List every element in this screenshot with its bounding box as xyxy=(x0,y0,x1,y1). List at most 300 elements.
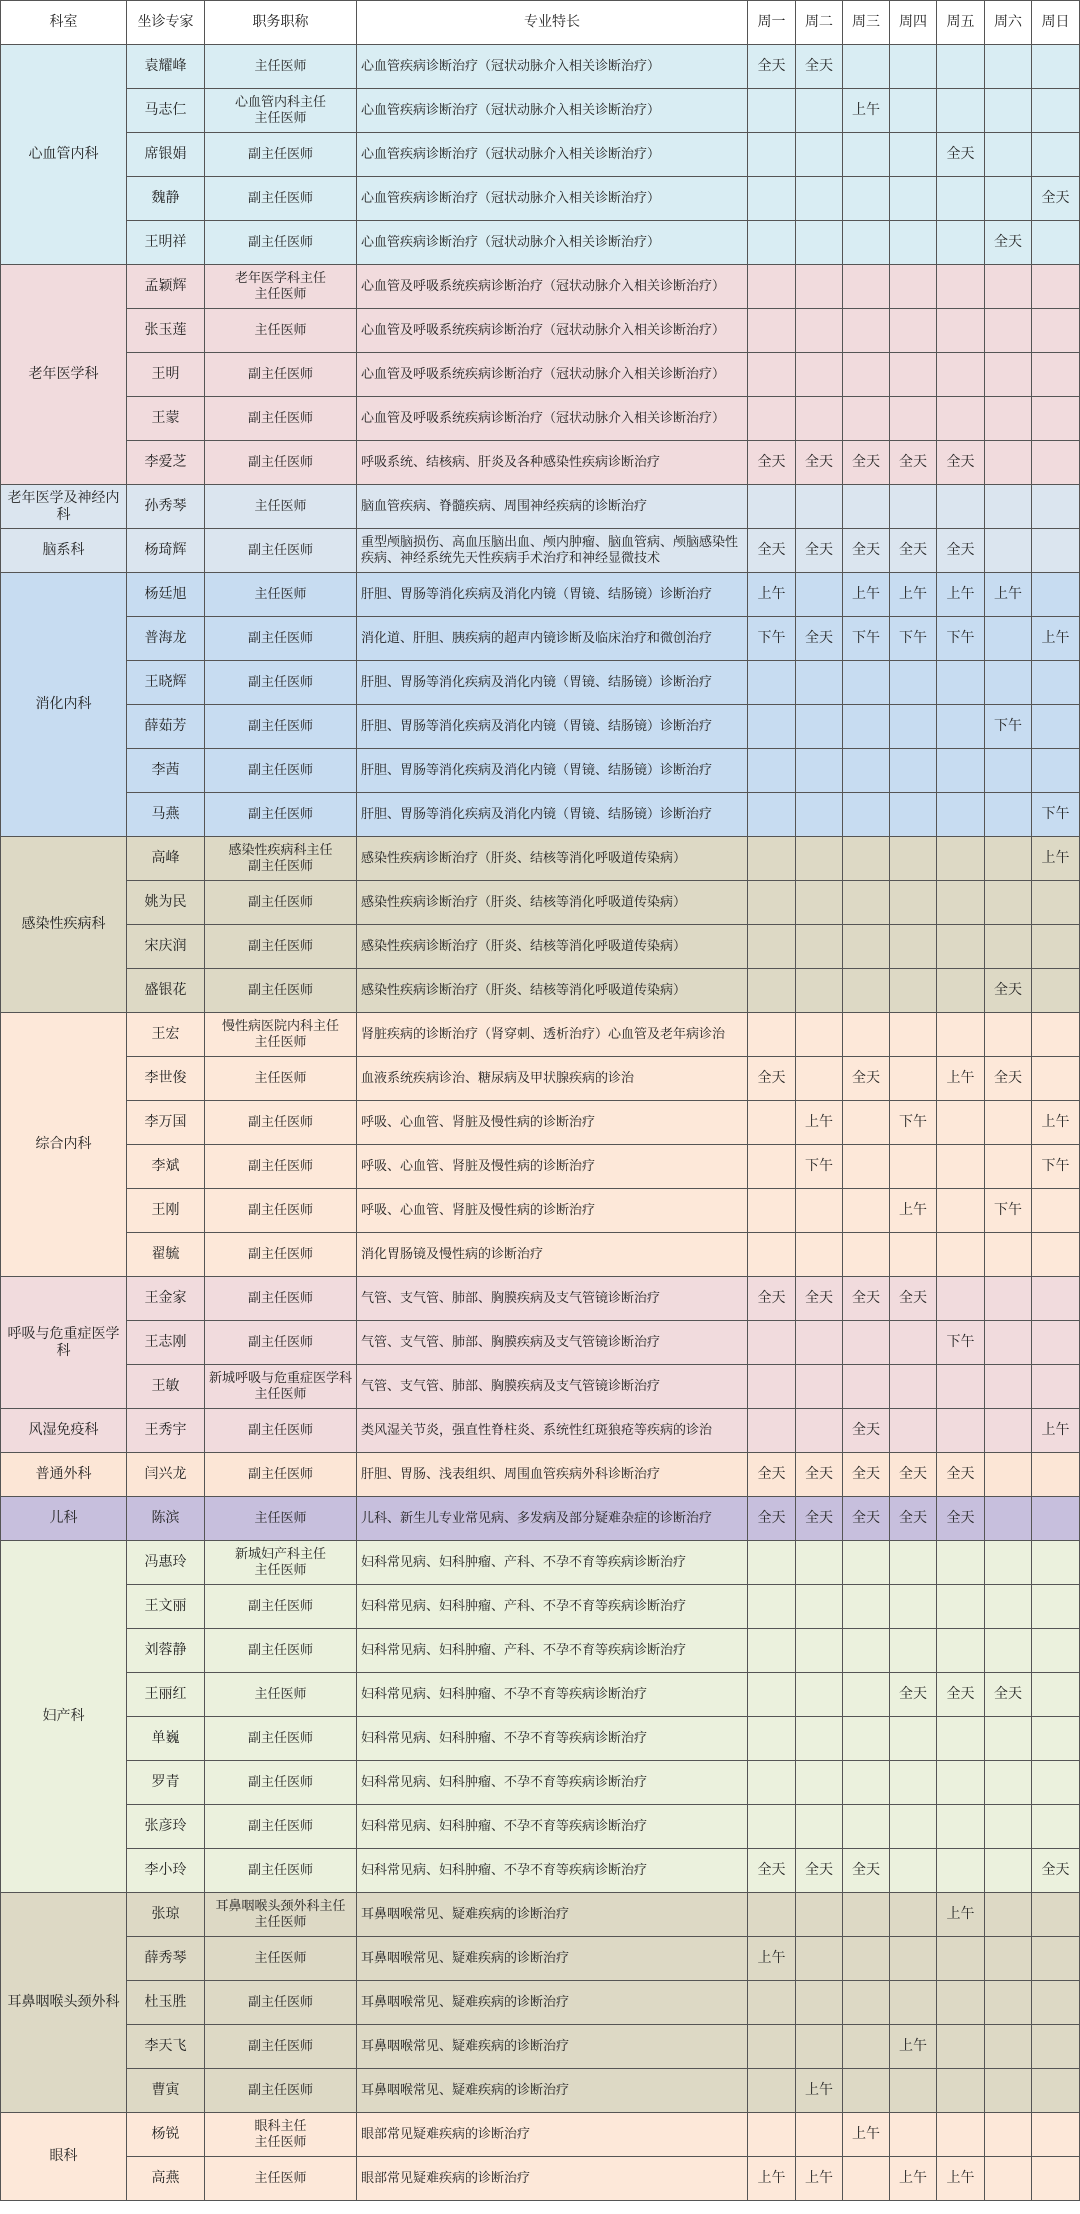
schedule-cell xyxy=(890,1057,937,1101)
department-cell: 感染性疾病科 xyxy=(1,837,127,1013)
schedule-cell: 全天 xyxy=(748,1277,796,1321)
doctor-name-cell: 张玉莲 xyxy=(127,309,205,353)
doctor-title-cell: 副主任医师 xyxy=(205,1409,357,1453)
schedule-cell xyxy=(796,1321,843,1365)
table-row xyxy=(1,1277,1080,1321)
schedule-cell xyxy=(1032,1937,1080,1981)
schedule-cell xyxy=(985,1101,1032,1145)
schedule-cell: 上午 xyxy=(890,2157,937,2201)
specialty-cell: 肝胆、胃肠、浅表组织、周围血管疾病外科诊断治疗 xyxy=(357,1453,748,1497)
doctor-title-cell: 新城妇产科主任 主任医师 xyxy=(205,1541,357,1585)
specialty-cell: 呼吸、心血管、肾脏及慢性病的诊断治疗 xyxy=(357,1145,748,1189)
schedule-cell xyxy=(796,1805,843,1849)
table-row xyxy=(1,1717,1080,1761)
schedule-cell xyxy=(843,1101,890,1145)
schedule-cell xyxy=(843,265,890,309)
table-row xyxy=(1,661,1080,705)
schedule-cell: 全天 xyxy=(748,1497,796,1541)
schedule-cell xyxy=(843,2025,890,2069)
doctor-name-cell: 李世俊 xyxy=(127,1057,205,1101)
doctor-name-cell: 李茜 xyxy=(127,749,205,793)
schedule-cell xyxy=(843,45,890,89)
schedule-cell: 全天 xyxy=(890,441,937,485)
schedule-cell xyxy=(748,1013,796,1057)
doctor-name-cell: 王秀宇 xyxy=(127,1409,205,1453)
schedule-cell: 全天 xyxy=(843,1453,890,1497)
doctor-name-cell: 闫兴龙 xyxy=(127,1453,205,1497)
schedule-cell xyxy=(748,1717,796,1761)
schedule-cell xyxy=(937,353,985,397)
schedule-cell xyxy=(1032,45,1080,89)
schedule-cell xyxy=(890,2113,937,2157)
schedule-cell xyxy=(890,1981,937,2025)
schedule-cell xyxy=(1032,705,1080,749)
schedule-cell xyxy=(1032,749,1080,793)
schedule-cell: 下午 xyxy=(890,1101,937,1145)
schedule-cell xyxy=(796,1233,843,1277)
doctor-title-cell: 主任医师 xyxy=(205,45,357,89)
schedule-cell xyxy=(985,265,1032,309)
schedule-cell xyxy=(796,1761,843,1805)
schedule-cell xyxy=(985,1541,1032,1585)
doctor-name-cell: 王明祥 xyxy=(127,221,205,265)
schedule-cell xyxy=(748,1629,796,1673)
schedule-cell: 全天 xyxy=(748,441,796,485)
schedule-cell: 上午 xyxy=(1032,1101,1080,1145)
doctor-title-cell: 副主任医师 xyxy=(205,1321,357,1365)
schedule-cell xyxy=(796,881,843,925)
schedule-cell xyxy=(985,1321,1032,1365)
schedule-cell xyxy=(890,309,937,353)
schedule-cell xyxy=(796,89,843,133)
schedule-cell: 上午 xyxy=(890,2025,937,2069)
schedule-cell: 上午 xyxy=(890,573,937,617)
schedule-cell xyxy=(796,1981,843,2025)
doctor-name-cell: 姚为民 xyxy=(127,881,205,925)
specialty-cell: 妇科常见病、妇科肿瘤、不孕不育等疾病诊断治疗 xyxy=(357,1805,748,1849)
schedule-cell xyxy=(890,353,937,397)
doctor-name-cell: 杨锐 xyxy=(127,2113,205,2157)
table-row xyxy=(1,2157,1080,2201)
table-row xyxy=(1,1981,1080,2025)
schedule-cell: 上午 xyxy=(843,89,890,133)
schedule-cell xyxy=(937,221,985,265)
schedule-cell xyxy=(1032,661,1080,705)
schedule-cell xyxy=(748,221,796,265)
schedule-cell xyxy=(1032,2157,1080,2201)
doctor-name-cell: 马志仁 xyxy=(127,89,205,133)
schedule-cell: 全天 xyxy=(843,529,890,573)
table-row xyxy=(1,1409,1080,1453)
doctor-title-cell: 副主任医师 xyxy=(205,2069,357,2113)
schedule-cell xyxy=(1032,265,1080,309)
department-cell: 儿科 xyxy=(1,1497,127,1541)
schedule-cell xyxy=(937,1541,985,1585)
doctor-name-cell: 王敏 xyxy=(127,1365,205,1409)
schedule-cell xyxy=(843,837,890,881)
specialty-cell: 心血管及呼吸系统疾病诊断治疗（冠状动脉介入相关诊断治疗） xyxy=(357,397,748,441)
schedule-cell: 全天 xyxy=(985,969,1032,1013)
doctor-name-cell: 陈滨 xyxy=(127,1497,205,1541)
doctor-name-cell: 王宏 xyxy=(127,1013,205,1057)
schedule-cell xyxy=(796,353,843,397)
doctor-title-cell: 副主任医师 xyxy=(205,969,357,1013)
schedule-cell: 上午 xyxy=(1032,1409,1080,1453)
doctor-name-cell: 罗青 xyxy=(127,1761,205,1805)
table-row xyxy=(1,1893,1080,1937)
schedule-cell xyxy=(985,1013,1032,1057)
schedule-cell: 全天 xyxy=(937,441,985,485)
schedule-cell xyxy=(843,925,890,969)
schedule-cell xyxy=(937,485,985,529)
schedule-cell: 全天 xyxy=(796,529,843,573)
schedule-cell xyxy=(843,1321,890,1365)
schedule-cell xyxy=(748,309,796,353)
table-row xyxy=(1,1453,1080,1497)
doctor-name-cell: 李天飞 xyxy=(127,2025,205,2069)
specialty-cell: 心血管及呼吸系统疾病诊断治疗（冠状动脉介入相关诊断治疗） xyxy=(357,265,748,309)
schedule-cell xyxy=(985,89,1032,133)
schedule-cell xyxy=(748,1365,796,1409)
schedule-cell xyxy=(796,265,843,309)
table-row xyxy=(1,265,1080,309)
schedule-cell xyxy=(1032,353,1080,397)
schedule-cell xyxy=(1032,881,1080,925)
doctor-title-cell: 眼科主任 主任医师 xyxy=(205,2113,357,2157)
specialty-cell: 心血管疾病诊断治疗（冠状动脉介入相关诊断治疗） xyxy=(357,45,748,89)
doctor-name-cell: 王志刚 xyxy=(127,1321,205,1365)
schedule-cell: 全天 xyxy=(796,441,843,485)
schedule-cell xyxy=(985,485,1032,529)
schedule-cell xyxy=(796,1717,843,1761)
schedule-cell xyxy=(748,353,796,397)
schedule-cell xyxy=(985,397,1032,441)
table-row xyxy=(1,969,1080,1013)
schedule-cell xyxy=(985,2069,1032,2113)
schedule-cell xyxy=(1032,1057,1080,1101)
schedule-cell xyxy=(1032,1233,1080,1277)
specialty-cell: 呼吸、心血管、肾脏及慢性病的诊断治疗 xyxy=(357,1189,748,1233)
specialty-cell: 耳鼻咽喉常见、疑难疾病的诊断治疗 xyxy=(357,1981,748,2025)
specialty-cell: 肝胆、胃肠等消化疾病及消化内镜（胃镜、结肠镜）诊断治疗 xyxy=(357,793,748,837)
schedule-cell xyxy=(1032,1717,1080,1761)
schedule-cell xyxy=(985,1277,1032,1321)
specialty-cell: 耳鼻咽喉常见、疑难疾病的诊断治疗 xyxy=(357,1937,748,1981)
schedule-cell: 全天 xyxy=(985,1673,1032,1717)
schedule-cell xyxy=(843,2069,890,2113)
schedule-cell xyxy=(748,1981,796,2025)
schedule-cell xyxy=(748,705,796,749)
doctor-title-cell: 副主任医师 xyxy=(205,2025,357,2069)
schedule-cell xyxy=(890,45,937,89)
schedule-cell xyxy=(937,1937,985,1981)
schedule-cell xyxy=(890,1893,937,1937)
schedule-cell xyxy=(1032,969,1080,1013)
schedule-cell xyxy=(937,177,985,221)
table-row xyxy=(1,925,1080,969)
schedule-cell xyxy=(843,881,890,925)
doctor-name-cell: 王蒙 xyxy=(127,397,205,441)
schedule-cell: 下午 xyxy=(1032,793,1080,837)
schedule-cell: 全天 xyxy=(890,1277,937,1321)
header-sunday: 周日 xyxy=(1032,1,1080,45)
schedule-cell xyxy=(748,1893,796,1937)
schedule-cell xyxy=(1032,1497,1080,1541)
specialty-cell: 类风湿关节炎，强直性脊柱炎、系统性红斑狼疮等疾病的诊治 xyxy=(357,1409,748,1453)
schedule-cell xyxy=(843,969,890,1013)
schedule-cell xyxy=(985,1145,1032,1189)
schedule-cell xyxy=(748,397,796,441)
schedule-cell xyxy=(843,177,890,221)
schedule-cell xyxy=(843,309,890,353)
schedule-cell xyxy=(937,1233,985,1277)
schedule-cell xyxy=(890,1761,937,1805)
schedule-cell xyxy=(1032,2069,1080,2113)
schedule-cell xyxy=(843,1585,890,1629)
schedule-cell xyxy=(985,2157,1032,2201)
schedule-cell xyxy=(843,1189,890,1233)
table-row xyxy=(1,1013,1080,1057)
schedule-cell xyxy=(796,133,843,177)
schedule-cell xyxy=(748,1101,796,1145)
schedule-cell xyxy=(796,661,843,705)
doctor-name-cell: 孙秀琴 xyxy=(127,485,205,529)
doctor-title-cell: 副主任医师 xyxy=(205,1629,357,1673)
schedule-cell: 上午 xyxy=(890,1189,937,1233)
schedule-cell xyxy=(1032,1805,1080,1849)
schedule-cell xyxy=(937,1189,985,1233)
schedule-cell xyxy=(748,1233,796,1277)
specialty-cell: 感染性疾病诊断治疗（肝炎、结核等消化呼吸道传染病） xyxy=(357,881,748,925)
schedule-cell xyxy=(985,441,1032,485)
schedule-cell xyxy=(1032,309,1080,353)
header-row xyxy=(1,1,1080,45)
specialty-cell: 呼吸、心血管、肾脏及慢性病的诊断治疗 xyxy=(357,1101,748,1145)
schedule-cell xyxy=(985,1937,1032,1981)
schedule-cell xyxy=(843,1233,890,1277)
schedule-cell xyxy=(890,925,937,969)
doctor-name-cell: 高燕 xyxy=(127,2157,205,2201)
doctor-title-cell: 主任医师 xyxy=(205,1937,357,1981)
table-row xyxy=(1,1541,1080,1585)
schedule-cell: 上午 xyxy=(748,573,796,617)
schedule-cell xyxy=(748,925,796,969)
doctor-title-cell: 感染性疾病科主任 副主任医师 xyxy=(205,837,357,881)
schedule-cell xyxy=(937,2025,985,2069)
doctor-name-cell: 王文丽 xyxy=(127,1585,205,1629)
schedule-cell xyxy=(985,1497,1032,1541)
schedule-cell: 全天 xyxy=(796,1277,843,1321)
schedule-cell xyxy=(843,221,890,265)
specialty-cell: 心血管疾病诊断治疗（冠状动脉介入相关诊断治疗） xyxy=(357,89,748,133)
schedule-cell xyxy=(748,2113,796,2157)
schedule-cell: 全天 xyxy=(890,1673,937,1717)
schedule-cell xyxy=(985,1233,1032,1277)
doctor-name-cell: 魏静 xyxy=(127,177,205,221)
schedule-cell xyxy=(843,661,890,705)
schedule-cell xyxy=(796,1057,843,1101)
schedule-cell xyxy=(748,1541,796,1585)
doctor-title-cell: 副主任医师 xyxy=(205,1453,357,1497)
schedule-cell xyxy=(1032,1585,1080,1629)
schedule-cell xyxy=(937,837,985,881)
doctor-title-cell: 副主任医师 xyxy=(205,177,357,221)
schedule-cell xyxy=(985,793,1032,837)
schedule-cell: 全天 xyxy=(985,1057,1032,1101)
specialty-cell: 感染性疾病诊断治疗（肝炎、结核等消化呼吸道传染病） xyxy=(357,969,748,1013)
schedule-cell xyxy=(1032,1981,1080,2025)
table-row xyxy=(1,1321,1080,1365)
doctor-name-cell: 张琼 xyxy=(127,1893,205,1937)
schedule-cell xyxy=(985,353,1032,397)
schedule-cell: 全天 xyxy=(748,529,796,573)
schedule-cell xyxy=(748,265,796,309)
schedule-cell xyxy=(796,793,843,837)
schedule-cell xyxy=(843,1981,890,2025)
schedule-cell xyxy=(748,881,796,925)
header-title: 职务职称 xyxy=(205,1,357,45)
schedule-cell xyxy=(843,133,890,177)
specialty-cell: 心血管疾病诊断治疗（冠状动脉介入相关诊断治疗） xyxy=(357,177,748,221)
schedule-cell: 上午 xyxy=(796,2157,843,2201)
schedule-cell xyxy=(748,2025,796,2069)
schedule-cell xyxy=(843,1365,890,1409)
schedule-cell xyxy=(985,837,1032,881)
table-row xyxy=(1,881,1080,925)
specialty-cell: 心血管及呼吸系统疾病诊断治疗（冠状动脉介入相关诊断治疗） xyxy=(357,353,748,397)
schedule-cell xyxy=(748,1321,796,1365)
schedule-cell: 上午 xyxy=(1032,837,1080,881)
doctor-name-cell: 盛银花 xyxy=(127,969,205,1013)
schedule-cell: 上午 xyxy=(796,1101,843,1145)
schedule-cell xyxy=(796,1673,843,1717)
specialty-cell: 重型颅脑损伤、高血压脑出血、颅内肿瘤、脑血管病、颅脑感染性疾病、神经系统先天性疾病手术治疗和神经显微技术 xyxy=(357,529,748,573)
specialty-cell: 感染性疾病诊断治疗（肝炎、结核等消化呼吸道传染病） xyxy=(357,837,748,881)
schedule-cell: 上午 xyxy=(985,573,1032,617)
table-row xyxy=(1,1761,1080,1805)
schedule-cell xyxy=(843,2157,890,2201)
doctor-title-cell: 副主任医师 xyxy=(205,1849,357,1893)
doctor-title-cell: 副主任医师 xyxy=(205,1101,357,1145)
schedule-cell xyxy=(890,749,937,793)
schedule-cell xyxy=(937,881,985,925)
schedule-cell xyxy=(890,969,937,1013)
schedule-cell xyxy=(937,265,985,309)
specialty-cell: 消化胃肠镜及慢性病的诊断治疗 xyxy=(357,1233,748,1277)
specialty-cell: 心血管疾病诊断治疗（冠状动脉介入相关诊断治疗） xyxy=(357,221,748,265)
table-row xyxy=(1,1673,1080,1717)
schedule-cell: 全天 xyxy=(843,441,890,485)
schedule-cell xyxy=(748,1145,796,1189)
doctor-title-cell: 副主任医师 xyxy=(205,221,357,265)
schedule-cell xyxy=(796,1365,843,1409)
schedule-cell xyxy=(748,1761,796,1805)
doctor-name-cell: 马燕 xyxy=(127,793,205,837)
schedule-cell xyxy=(843,397,890,441)
table-row xyxy=(1,617,1080,661)
schedule-cell xyxy=(937,1101,985,1145)
header-wednesday: 周三 xyxy=(843,1,890,45)
schedule-cell xyxy=(1032,485,1080,529)
doctor-title-cell: 副主任医师 xyxy=(205,1189,357,1233)
doctor-name-cell: 王刚 xyxy=(127,1189,205,1233)
department-cell: 妇产科 xyxy=(1,1541,127,1893)
schedule-cell: 下午 xyxy=(748,617,796,661)
specialty-cell: 肝胆、胃肠等消化疾病及消化内镜（胃镜、结肠镜）诊断治疗 xyxy=(357,661,748,705)
schedule-cell xyxy=(1032,133,1080,177)
schedule-cell: 上午 xyxy=(937,2157,985,2201)
schedule-cell xyxy=(843,1145,890,1189)
schedule-cell xyxy=(796,749,843,793)
schedule-cell xyxy=(843,1893,890,1937)
schedule-cell xyxy=(890,2069,937,2113)
schedule-cell: 全天 xyxy=(843,1497,890,1541)
doctor-title-cell: 新城呼吸与危重症医学科 主任医师 xyxy=(205,1365,357,1409)
schedule-cell xyxy=(985,2025,1032,2069)
schedule-cell: 全天 xyxy=(748,1849,796,1893)
schedule-cell xyxy=(748,793,796,837)
schedule-cell xyxy=(843,485,890,529)
schedule-cell xyxy=(890,1717,937,1761)
schedule-cell xyxy=(748,661,796,705)
table-row xyxy=(1,1937,1080,1981)
schedule-cell xyxy=(937,793,985,837)
schedule-cell xyxy=(796,1013,843,1057)
specialty-cell: 眼部常见疑难疾病的诊断治疗 xyxy=(357,2113,748,2157)
schedule-cell xyxy=(748,89,796,133)
doctor-title-cell: 老年医学科主任 主任医师 xyxy=(205,265,357,309)
schedule-cell xyxy=(796,1937,843,1981)
schedule-cell xyxy=(985,881,1032,925)
schedule-cell: 下午 xyxy=(985,705,1032,749)
schedule-cell: 全天 xyxy=(937,133,985,177)
doctor-title-cell: 副主任医师 xyxy=(205,793,357,837)
table-row xyxy=(1,529,1080,573)
schedule-cell xyxy=(890,1541,937,1585)
schedule-cell xyxy=(937,1761,985,1805)
doctor-title-cell: 副主任医师 xyxy=(205,1981,357,2025)
schedule-cell xyxy=(796,177,843,221)
schedule-cell xyxy=(1032,1321,1080,1365)
schedule-cell: 全天 xyxy=(937,1453,985,1497)
schedule-cell xyxy=(937,89,985,133)
schedule-cell xyxy=(985,1981,1032,2025)
specialty-cell: 脑血管疾病、脊髓疾病、周围神经疾病的诊断治疗 xyxy=(357,485,748,529)
department-cell: 综合内科 xyxy=(1,1013,127,1277)
doctor-title-cell: 副主任医师 xyxy=(205,617,357,661)
specialty-cell: 妇科常见病、妇科肿瘤、不孕不育等疾病诊断治疗 xyxy=(357,1849,748,1893)
specialty-cell: 心血管疾病诊断治疗（冠状动脉介入相关诊断治疗） xyxy=(357,133,748,177)
header-specialty: 专业特长 xyxy=(357,1,748,45)
department-cell: 眼科 xyxy=(1,2113,127,2201)
schedule-cell xyxy=(796,2025,843,2069)
schedule-cell xyxy=(843,1013,890,1057)
schedule-cell xyxy=(985,1717,1032,1761)
doctor-title-cell: 主任医师 xyxy=(205,309,357,353)
schedule-cell xyxy=(890,1629,937,1673)
schedule-cell xyxy=(843,1673,890,1717)
schedule-cell xyxy=(748,177,796,221)
schedule-cell: 上午 xyxy=(843,2113,890,2157)
table-row xyxy=(1,221,1080,265)
schedule-cell xyxy=(985,925,1032,969)
schedule-cell: 上午 xyxy=(937,1057,985,1101)
specialty-cell: 气管、支气管、肺部、胸膜疾病及支气管镜诊断治疗 xyxy=(357,1277,748,1321)
table-row xyxy=(1,705,1080,749)
schedule-cell: 全天 xyxy=(796,1497,843,1541)
schedule-cell: 上午 xyxy=(748,1937,796,1981)
schedule-cell xyxy=(1032,441,1080,485)
